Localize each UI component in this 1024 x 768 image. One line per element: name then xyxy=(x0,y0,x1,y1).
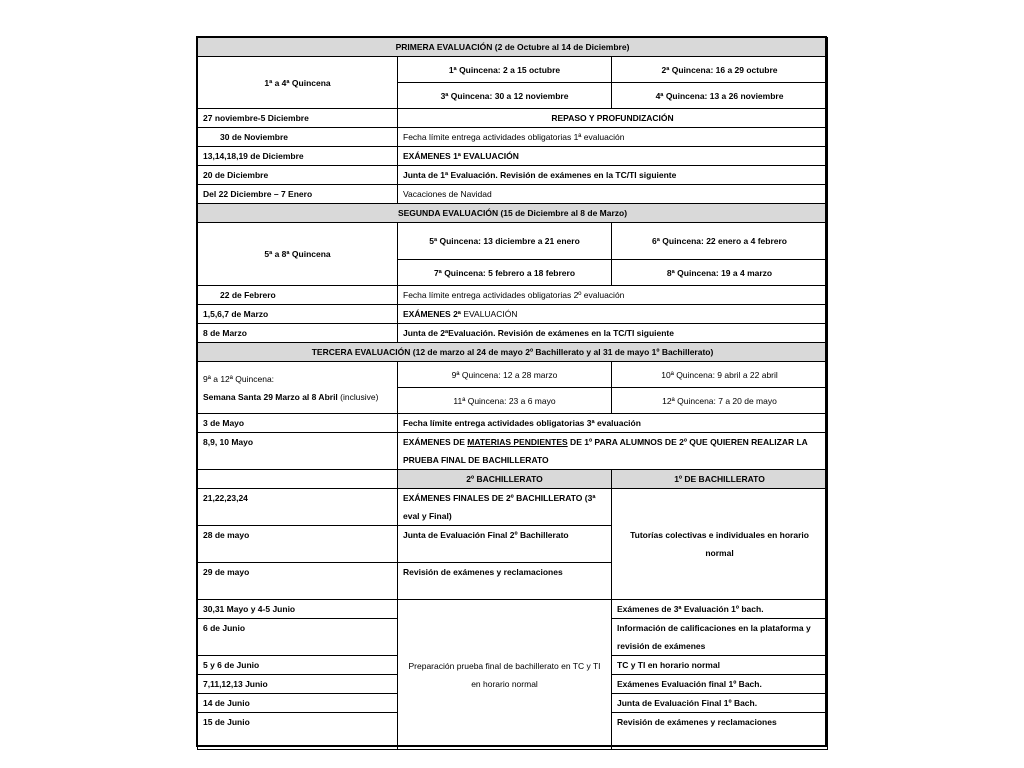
table-row xyxy=(198,147,828,166)
row-desc: Junta de Evaluación Final 2º Bachillerato xyxy=(398,526,612,563)
row-desc: Fecha límite entrega actividades obligatorias 2º evaluación xyxy=(398,286,828,305)
table-row xyxy=(198,109,828,128)
quincena-12: 12ª Quincena: 7 a 20 de mayo xyxy=(612,388,828,414)
row-desc: EXÁMENES DE MATERIAS PENDIENTES DE 1º PARA ALUMNOS DE 2º QUE QUIEREN REALIZAR LA PRUEBA FINAL DE BACHILLERATO xyxy=(398,433,828,470)
row-desc: Fecha límite entrega actividades obligatorias 3ª evaluación xyxy=(398,414,828,433)
row-desc: Junta de 2ªEvaluación. Revisión de exámenes en la TC/TI siguiente xyxy=(398,324,828,343)
section-title-segunda: SEGUNDA EVALUACIÓN (15 de Diciembre al 8 de Marzo) xyxy=(198,204,828,223)
quincenas-label-2: 5ª a 8ª Quincena xyxy=(198,223,398,286)
row-desc: Exámenes Evaluación final 1º Bach. xyxy=(612,675,828,694)
row-date: 14 de Junio xyxy=(198,694,398,713)
quincenas-label-1: 1ª a 4ª Quincena xyxy=(198,57,398,109)
quincena-3: 3ª Quincena: 30 a 12 noviembre xyxy=(398,83,612,109)
table-row xyxy=(198,324,828,343)
row-date: Del 22 Diciembre – 7 Enero xyxy=(198,185,398,204)
quincena-8: 8ª Quincena: 19 a 4 marzo xyxy=(612,260,828,286)
row-date: 21,22,23,24 xyxy=(198,489,398,526)
row-date: 8 de Marzo xyxy=(198,324,398,343)
row-date: 20 de Diciembre xyxy=(198,166,398,185)
quincena-6: 6ª Quincena: 22 enero a 4 febrero xyxy=(612,223,828,260)
table-row xyxy=(198,433,828,470)
row-date: 22 de Febrero xyxy=(198,286,398,305)
col-header-1bach: 1º DE BACHILLERATO xyxy=(612,470,828,489)
row-desc: REPASO Y PROFUNDIZACIÓN xyxy=(398,109,828,128)
row-desc: Junta de Evaluación Final 1º Bach. xyxy=(612,694,828,713)
preparacion-cell: Preparación prueba final de bachillerato en TC y TI en horario normal xyxy=(398,600,612,750)
row-desc: Revisión de exámenes y reclamaciones xyxy=(612,713,828,750)
quincena-1: 1ª Quincena: 2 a 15 octubre xyxy=(398,57,612,83)
row-desc: Revisión de exámenes y reclamaciones xyxy=(398,563,612,600)
row-desc: Exámenes de 3ª Evaluación 1º bach. xyxy=(612,600,828,619)
table-row xyxy=(198,128,828,147)
row-date: 7,11,12,13 Junio xyxy=(198,675,398,694)
row-date: 6 de Junio xyxy=(198,619,398,656)
row-date: 30,31 Mayo y 4-5 Junio xyxy=(198,600,398,619)
row-desc: EXÁMENES 2ª EVALUACIÓN xyxy=(398,305,828,324)
quincena-7: 7ª Quincena: 5 febrero a 18 febrero xyxy=(398,260,612,286)
row-date: 13,14,18,19 de Diciembre xyxy=(198,147,398,166)
row-desc: Vacaciones de Navidad xyxy=(398,185,828,204)
table-row xyxy=(198,489,828,526)
table-row xyxy=(198,166,828,185)
tutorias-cell: Tutorías colectivas e individuales en horario normal xyxy=(612,489,828,600)
row-date: 27 noviembre-5 Diciembre xyxy=(198,109,398,128)
section-title-primera: PRIMERA EVALUACIÓN (2 de Octubre al 14 de Diciembre) xyxy=(198,38,828,57)
row-date: 30 de Noviembre xyxy=(198,128,398,147)
table-row xyxy=(198,414,828,433)
section-title-tercera: TERCERA EVALUACIÓN (12 de marzo al 24 de mayo 2º Bachillerato y al 31 de mayo 1º Bachillerato) xyxy=(198,343,828,362)
row-date: 28 de mayo xyxy=(198,526,398,563)
row-desc: Junta de 1ª Evaluación. Revisión de exámenes en la TC/TI siguiente xyxy=(398,166,828,185)
row-date: 15 de Junio xyxy=(198,713,398,750)
quincenas-label-3: 9ª a 12ª Quincena: Semana Santa 29 Marzo al 8 Abril (inclusive) xyxy=(198,362,398,414)
table-row xyxy=(198,286,828,305)
quincena-10: 10ª Quincena: 9 abril a 22 abril xyxy=(612,362,828,388)
table-row xyxy=(198,600,828,619)
table-row xyxy=(198,185,828,204)
row-date: 3 de Mayo xyxy=(198,414,398,433)
row-desc: TC y TI en horario normal xyxy=(612,656,828,675)
table-row xyxy=(198,305,828,324)
quincena-5: 5ª Quincena: 13 diciembre a 21 enero xyxy=(398,223,612,260)
quincena-4: 4ª Quincena: 13 a 26 noviembre xyxy=(612,83,828,109)
quincena-2: 2ª Quincena: 16 a 29 octubre xyxy=(612,57,828,83)
row-date: 1,5,6,7 de Marzo xyxy=(198,305,398,324)
row-desc: Información de calificaciones en la plataforma y revisión de exámenes xyxy=(612,619,828,656)
header-spacer xyxy=(198,470,398,489)
row-date: 8,9, 10 Mayo xyxy=(198,433,398,470)
row-desc: EXÁMENES 1ª EVALUACIÓN xyxy=(398,147,828,166)
row-desc: Fecha límite entrega actividades obligatorias 1ª evaluación xyxy=(398,128,828,147)
quincena-9: 9ª Quincena: 12 a 28 marzo xyxy=(398,362,612,388)
row-date: 29 de mayo xyxy=(198,563,398,600)
quincena-11: 11ª Quincena: 23 a 6 mayo xyxy=(398,388,612,414)
calendar-table xyxy=(197,37,828,750)
col-header-2bach: 2º BACHILLERATO xyxy=(398,470,612,489)
row-desc: EXÁMENES FINALES DE 2º BACHILLERATO (3ª eval y Final) xyxy=(398,489,612,526)
row-date: 5 y 6 de Junio xyxy=(198,656,398,675)
